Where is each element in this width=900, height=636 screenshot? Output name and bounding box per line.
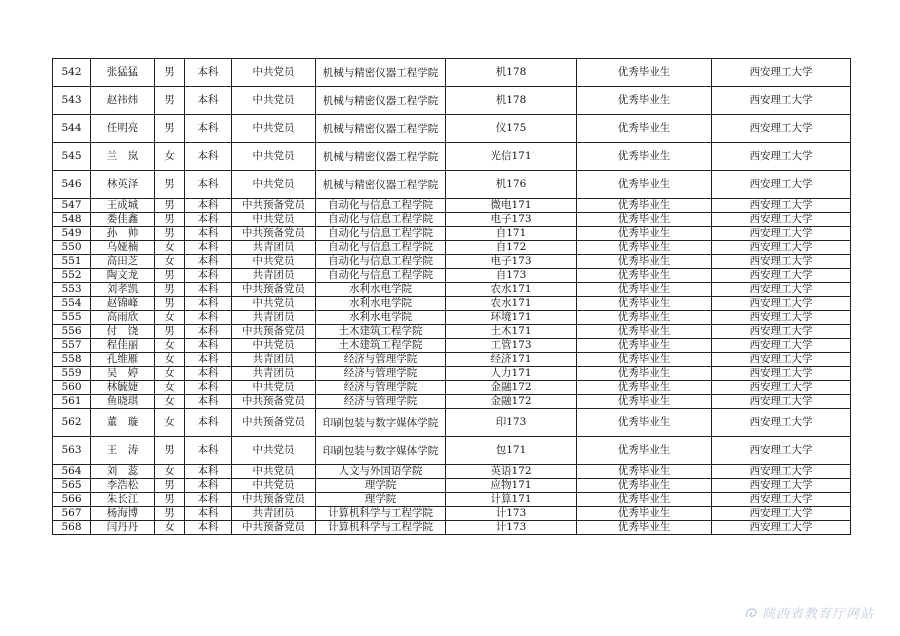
watermark [744,603,874,622]
cell-gender: 女 [155,409,185,437]
cell-number: 560 [53,381,91,395]
table-row [53,353,851,367]
cell-university: 西安理工大学 [712,213,851,227]
cell-gender: 女 [155,311,185,325]
table-row [53,437,851,465]
cell-political-status: 共青团员 [232,241,316,255]
cell-gender: 女 [155,255,185,269]
cell-degree: 本科 [185,437,232,465]
cell-degree: 本科 [185,269,232,283]
table-row [53,115,851,143]
cell-political-status: 中共党员 [232,479,316,493]
cell-number: 551 [53,255,91,269]
cell-university: 西安理工大学 [712,171,851,199]
cell-name: 付 饶 [91,325,155,339]
cell-number: 545 [53,143,91,171]
cell-number: 557 [53,339,91,353]
table-row [53,143,851,171]
cell-political-status: 共青团员 [232,269,316,283]
cell-degree: 本科 [185,395,232,409]
cell-number: 568 [53,521,91,535]
cell-university: 西安理工大学 [712,381,851,395]
cell-college: 机械与精密仪器工程学院 [316,171,446,199]
cell-class: 农水171 [446,283,577,297]
cell-college: 水利水电学院 [316,311,446,325]
cell-college: 自动化与信息工程学院 [316,241,446,255]
cell-college: 经济与管理学院 [316,395,446,409]
cell-degree: 本科 [185,199,232,213]
cell-name: 乌娅楠 [91,241,155,255]
cell-class: 仪175 [446,115,577,143]
cell-gender: 女 [155,353,185,367]
cell-political-status: 共青团员 [232,311,316,325]
cell-award: 优秀毕业生 [577,493,712,507]
table-row [53,395,851,409]
cell-class: 计173 [446,507,577,521]
cell-degree: 本科 [185,171,232,199]
cell-university: 西安理工大学 [712,283,851,297]
cell-gender: 男 [155,87,185,115]
cell-college: 机械与精密仪器工程学院 [316,87,446,115]
cell-gender: 男 [155,297,185,311]
cell-political-status: 中共党员 [232,297,316,311]
cell-class: 英语172 [446,465,577,479]
table-row [53,521,851,535]
cell-number: 567 [53,507,91,521]
cell-name: 任明亮 [91,115,155,143]
cell-award: 优秀毕业生 [577,521,712,535]
cell-degree: 本科 [185,479,232,493]
cell-name: 王成城 [91,199,155,213]
cell-degree: 本科 [185,465,232,479]
cell-gender: 女 [155,143,185,171]
cell-class: 包171 [446,437,577,465]
cell-award: 优秀毕业生 [577,353,712,367]
table-row [53,171,851,199]
cell-degree: 本科 [185,493,232,507]
cell-degree: 本科 [185,115,232,143]
cell-political-status: 中共党员 [232,465,316,479]
cell-university: 西安理工大学 [712,227,851,241]
cell-number: 562 [53,409,91,437]
cell-college: 理学院 [316,479,446,493]
cell-name: 兰 岚 [91,143,155,171]
cell-award: 优秀毕业生 [577,381,712,395]
cell-number: 549 [53,227,91,241]
cell-political-status: 中共预备党员 [232,283,316,297]
cell-political-status: 中共党员 [232,171,316,199]
cell-name: 高雨欣 [91,311,155,325]
table-row [53,493,851,507]
cell-number: 543 [53,87,91,115]
cell-degree: 本科 [185,59,232,87]
cell-name: 鱼晓琪 [91,395,155,409]
cell-name: 赵锦峰 [91,297,155,311]
cell-university: 西安理工大学 [712,353,851,367]
cell-name: 程佳丽 [91,339,155,353]
cell-name: 刘孝凯 [91,283,155,297]
cell-class: 应物171 [446,479,577,493]
cell-award: 优秀毕业生 [577,59,712,87]
cell-college: 自动化与信息工程学院 [316,269,446,283]
table-row [53,241,851,255]
cell-gender: 女 [155,241,185,255]
cell-name: 高田芝 [91,255,155,269]
cell-university: 西安理工大学 [712,465,851,479]
cell-name: 吴 婷 [91,367,155,381]
cell-university: 西安理工大学 [712,367,851,381]
cell-university: 西安理工大学 [712,339,851,353]
cell-name: 孔维雁 [91,353,155,367]
cell-political-status: 中共党员 [232,143,316,171]
cell-university: 西安理工大学 [712,409,851,437]
cell-degree: 本科 [185,381,232,395]
cell-gender: 男 [155,269,185,283]
cell-class: 经济171 [446,353,577,367]
cell-award: 优秀毕业生 [577,367,712,381]
cell-award: 优秀毕业生 [577,269,712,283]
cell-college: 水利水电学院 [316,297,446,311]
cell-college: 土木建筑工程学院 [316,325,446,339]
cell-university: 西安理工大学 [712,199,851,213]
cell-college: 自动化与信息工程学院 [316,255,446,269]
cell-college: 印刷包装与数字媒体学院 [316,437,446,465]
cell-university: 西安理工大学 [712,87,851,115]
cell-university: 西安理工大学 [712,255,851,269]
cell-number: 555 [53,311,91,325]
graduate-list-table [52,58,851,535]
cell-award: 优秀毕业生 [577,437,712,465]
cell-political-status: 中共预备党员 [232,325,316,339]
table-row [53,325,851,339]
cell-degree: 本科 [185,143,232,171]
cell-award: 优秀毕业生 [577,241,712,255]
cell-award: 优秀毕业生 [577,115,712,143]
cell-degree: 本科 [185,353,232,367]
cell-award: 优秀毕业生 [577,143,712,171]
cell-name: 娄佳鑫 [91,213,155,227]
cell-gender: 女 [155,395,185,409]
cell-university: 西安理工大学 [712,269,851,283]
cell-gender: 男 [155,171,185,199]
cell-number: 552 [53,269,91,283]
table-row [53,59,851,87]
cell-political-status: 中共预备党员 [232,199,316,213]
table-body [53,59,851,535]
cell-gender: 男 [155,283,185,297]
cell-degree: 本科 [185,409,232,437]
cell-university: 西安理工大学 [712,297,851,311]
cell-college: 机械与精密仪器工程学院 [316,115,446,143]
cell-college: 经济与管理学院 [316,353,446,367]
cell-university: 西安理工大学 [712,479,851,493]
cell-class: 农水171 [446,297,577,311]
table-row [53,339,851,353]
cell-number: 558 [53,353,91,367]
table-row [53,311,851,325]
table-row [53,199,851,213]
cell-gender: 男 [155,59,185,87]
cell-university: 西安理工大学 [712,395,851,409]
cell-gender: 男 [155,227,185,241]
table-row [53,367,851,381]
cell-college: 理学院 [316,493,446,507]
cell-political-status: 中共党员 [232,381,316,395]
cell-class: 金融172 [446,381,577,395]
cell-number: 559 [53,367,91,381]
cell-university: 西安理工大学 [712,493,851,507]
cell-gender: 男 [155,115,185,143]
cell-name: 王 涛 [91,437,155,465]
cell-college: 自动化与信息工程学院 [316,227,446,241]
cell-political-status: 中共预备党员 [232,493,316,507]
cell-political-status: 中共党员 [232,255,316,269]
cell-university: 西安理工大学 [712,325,851,339]
cell-number: 554 [53,297,91,311]
cell-name: 刘 蕊 [91,465,155,479]
cell-class: 微电171 [446,199,577,213]
cell-class: 机176 [446,171,577,199]
cell-number: 547 [53,199,91,213]
table-row [53,269,851,283]
cell-gender: 女 [155,521,185,535]
cell-number: 564 [53,465,91,479]
cell-award: 优秀毕业生 [577,297,712,311]
cell-class: 光信171 [446,143,577,171]
cell-number: 561 [53,395,91,409]
cell-university: 西安理工大学 [712,143,851,171]
cell-college: 计算机科学与工程学院 [316,507,446,521]
cell-award: 优秀毕业生 [577,87,712,115]
table-row [53,227,851,241]
cell-gender: 女 [155,367,185,381]
cell-gender: 女 [155,465,185,479]
cell-political-status: 中共党员 [232,87,316,115]
cell-number: 553 [53,283,91,297]
cell-name: 林英泽 [91,171,155,199]
cell-political-status: 共青团员 [232,367,316,381]
cell-name: 杨海博 [91,507,155,521]
cell-class: 电子173 [446,213,577,227]
cell-political-status: 中共预备党员 [232,395,316,409]
cell-award: 优秀毕业生 [577,283,712,297]
cell-award: 优秀毕业生 [577,227,712,241]
cell-political-status: 中共预备党员 [232,227,316,241]
cell-class: 印173 [446,409,577,437]
cell-college: 计算机科学与工程学院 [316,521,446,535]
cell-degree: 本科 [185,339,232,353]
cell-award: 优秀毕业生 [577,507,712,521]
table-row [53,283,851,297]
cell-award: 优秀毕业生 [577,325,712,339]
cell-political-status: 中共党员 [232,59,316,87]
cell-award: 优秀毕业生 [577,213,712,227]
table-row [53,213,851,227]
cell-class: 计算171 [446,493,577,507]
cell-gender: 男 [155,493,185,507]
cell-degree: 本科 [185,311,232,325]
cell-gender: 男 [155,507,185,521]
cell-name: 赵祎炜 [91,87,155,115]
swirl-logo-icon [744,605,760,621]
cell-gender: 男 [155,213,185,227]
cell-degree: 本科 [185,241,232,255]
cell-class: 电子173 [446,255,577,269]
cell-political-status: 中共预备党员 [232,409,316,437]
cell-degree: 本科 [185,283,232,297]
cell-degree: 本科 [185,255,232,269]
cell-college: 经济与管理学院 [316,367,446,381]
document-sheet [52,58,850,535]
cell-class: 计173 [446,521,577,535]
table-row [53,297,851,311]
cell-number: 548 [53,213,91,227]
cell-university: 西安理工大学 [712,311,851,325]
cell-college: 人文与外国语学院 [316,465,446,479]
cell-university: 西安理工大学 [712,59,851,87]
cell-university: 西安理工大学 [712,437,851,465]
cell-name: 林毓婕 [91,381,155,395]
cell-award: 优秀毕业生 [577,171,712,199]
cell-class: 自173 [446,269,577,283]
cell-name: 孙 帅 [91,227,155,241]
cell-degree: 本科 [185,297,232,311]
cell-class: 机178 [446,59,577,87]
cell-college: 自动化与信息工程学院 [316,213,446,227]
cell-college: 水利水电学院 [316,283,446,297]
cell-college: 自动化与信息工程学院 [316,199,446,213]
cell-award: 优秀毕业生 [577,479,712,493]
cell-class: 人力171 [446,367,577,381]
table-row [53,507,851,521]
cell-gender: 女 [155,339,185,353]
cell-class: 机178 [446,87,577,115]
cell-political-status: 共青团员 [232,507,316,521]
cell-college: 机械与精密仪器工程学院 [316,59,446,87]
watermark-text: 陕西省教育厅网站 [761,607,874,622]
cell-number: 563 [53,437,91,465]
cell-political-status: 共青团员 [232,353,316,367]
cell-class: 土木171 [446,325,577,339]
cell-degree: 本科 [185,213,232,227]
cell-name: 董 璇 [91,409,155,437]
cell-award: 优秀毕业生 [577,255,712,269]
cell-university: 西安理工大学 [712,115,851,143]
cell-award: 优秀毕业生 [577,199,712,213]
cell-class: 金融172 [446,395,577,409]
table-row [53,381,851,395]
cell-gender: 男 [155,479,185,493]
cell-degree: 本科 [185,227,232,241]
cell-name: 朱长江 [91,493,155,507]
cell-class: 自171 [446,227,577,241]
cell-political-status: 中共预备党员 [232,521,316,535]
cell-number: 550 [53,241,91,255]
cell-college: 机械与精密仪器工程学院 [316,143,446,171]
cell-college: 印刷包装与数字媒体学院 [316,409,446,437]
cell-name: 张猛猛 [91,59,155,87]
table-row [53,465,851,479]
cell-university: 西安理工大学 [712,507,851,521]
cell-gender: 男 [155,199,185,213]
table-row [53,255,851,269]
cell-gender: 女 [155,381,185,395]
table-row [53,87,851,115]
cell-number: 542 [53,59,91,87]
cell-class: 环境171 [446,311,577,325]
cell-number: 566 [53,493,91,507]
cell-gender: 男 [155,325,185,339]
cell-college: 经济与管理学院 [316,381,446,395]
cell-university: 西安理工大学 [712,521,851,535]
cell-political-status: 中共党员 [232,213,316,227]
cell-degree: 本科 [185,367,232,381]
cell-award: 优秀毕业生 [577,395,712,409]
cell-number: 544 [53,115,91,143]
cell-award: 优秀毕业生 [577,465,712,479]
cell-class: 自172 [446,241,577,255]
cell-political-status: 中共党员 [232,115,316,143]
cell-degree: 本科 [185,507,232,521]
cell-degree: 本科 [185,325,232,339]
cell-number: 546 [53,171,91,199]
cell-number: 565 [53,479,91,493]
cell-political-status: 中共党员 [232,437,316,465]
table-row [53,479,851,493]
cell-college: 土木建筑工程学院 [316,339,446,353]
cell-political-status: 中共党员 [232,339,316,353]
table-row [53,409,851,437]
cell-award: 优秀毕业生 [577,339,712,353]
cell-name: 陶文龙 [91,269,155,283]
cell-class: 工管173 [446,339,577,353]
cell-university: 西安理工大学 [712,241,851,255]
cell-degree: 本科 [185,521,232,535]
cell-number: 556 [53,325,91,339]
cell-name: 李浩松 [91,479,155,493]
cell-name: 闫丹丹 [91,521,155,535]
cell-gender: 男 [155,437,185,465]
cell-award: 优秀毕业生 [577,409,712,437]
cell-degree: 本科 [185,87,232,115]
cell-award: 优秀毕业生 [577,311,712,325]
